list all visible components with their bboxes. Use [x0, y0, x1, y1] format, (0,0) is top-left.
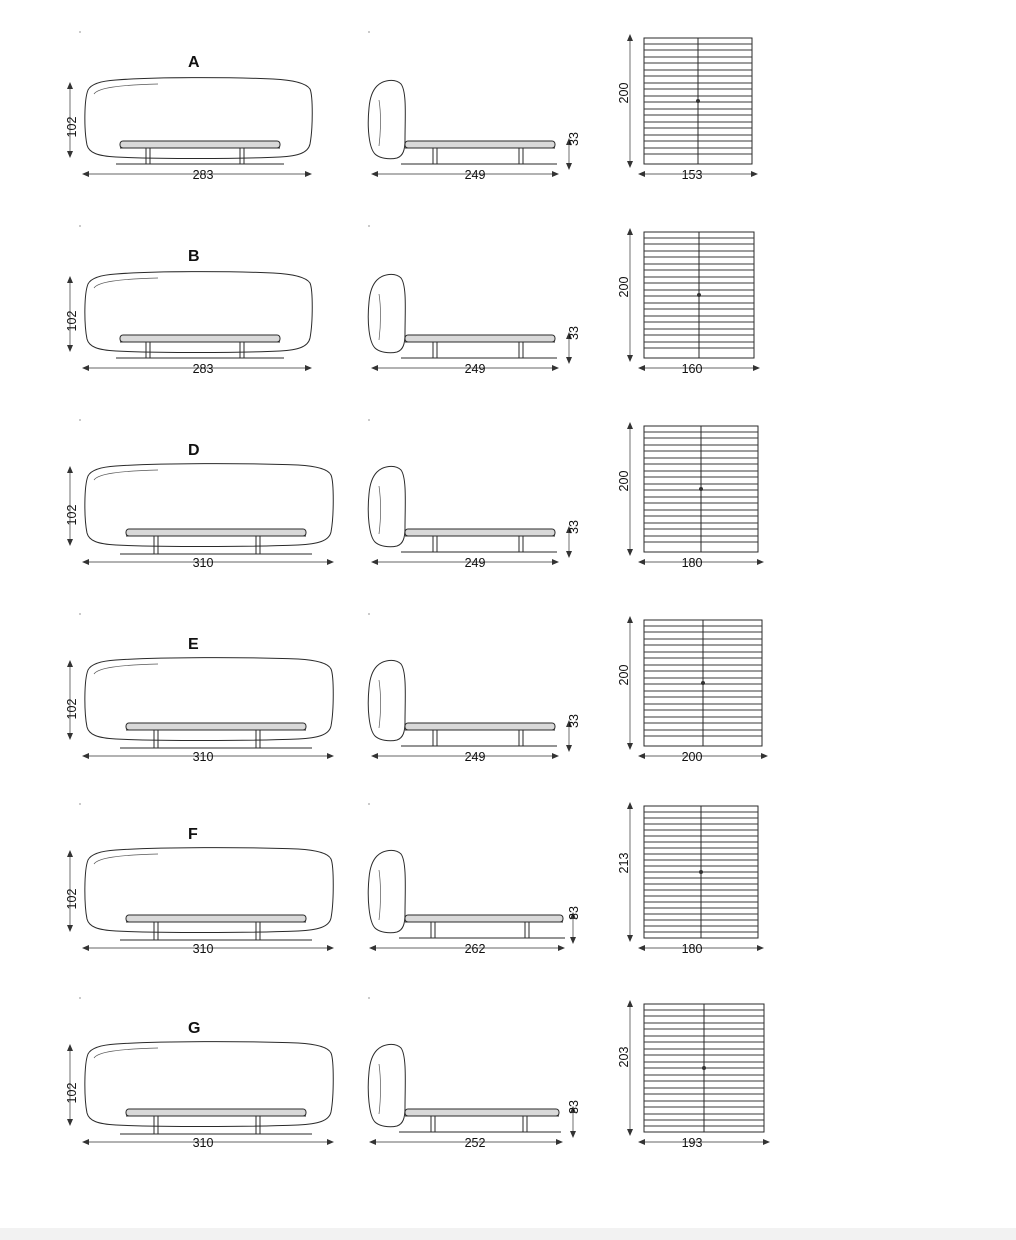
front-width-label: 283: [192, 168, 214, 182]
top-width-label: 180: [681, 942, 703, 956]
top-view: [612, 784, 792, 980]
side-view: [355, 590, 595, 786]
model-row: [0, 590, 1016, 786]
side-length-label: 249: [464, 168, 486, 182]
top-length-label: 213: [617, 852, 631, 874]
front-view: [58, 590, 348, 786]
top-width-label: 153: [681, 168, 703, 182]
top-length-label: 200: [617, 276, 631, 298]
top-view: [612, 396, 792, 592]
side-view: [355, 396, 595, 592]
side-view: [355, 784, 595, 980]
top-length-label: 200: [617, 82, 631, 104]
front-height-label: 102: [65, 116, 79, 138]
front-height-label: 102: [65, 1082, 79, 1104]
model-label: A: [188, 54, 201, 71]
model-label: E: [188, 636, 200, 653]
side-height-label: 33: [567, 132, 581, 146]
model-label: B: [188, 248, 201, 265]
front-width-label: 283: [192, 362, 214, 376]
model-row: [0, 8, 1016, 204]
top-length-label: 200: [617, 470, 631, 492]
bottom-margin: [0, 1228, 1016, 1240]
front-view: [58, 8, 348, 204]
front-view: [58, 978, 348, 1174]
top-view: [612, 978, 792, 1174]
top-width-label: 160: [681, 362, 703, 376]
side-view: [355, 202, 595, 398]
model-label: G: [188, 1020, 201, 1037]
model-label: F: [188, 826, 199, 843]
top-width-label: 180: [681, 556, 703, 570]
side-height-label: 33: [567, 1100, 581, 1114]
model-row: [0, 202, 1016, 398]
side-length-label: 249: [464, 750, 486, 764]
model-row: [0, 396, 1016, 592]
side-height-label: 33: [567, 714, 581, 728]
front-height-label: 102: [65, 310, 79, 332]
front-view: [58, 784, 348, 980]
front-width-label: 310: [192, 1136, 214, 1150]
model-label: D: [188, 442, 201, 459]
front-height-label: 102: [65, 504, 79, 526]
top-length-label: 203: [617, 1046, 631, 1068]
front-width-label: 310: [192, 750, 214, 764]
front-width-label: 310: [192, 556, 214, 570]
side-height-label: 33: [567, 906, 581, 920]
side-height-label: 33: [567, 326, 581, 340]
side-view: [355, 8, 595, 204]
side-length-label: 252: [464, 1136, 486, 1150]
front-height-label: 102: [65, 888, 79, 910]
side-view: [355, 978, 595, 1174]
top-length-label: 200: [617, 664, 631, 686]
top-view: [612, 8, 792, 204]
front-view: [58, 202, 348, 398]
side-length-label: 249: [464, 556, 486, 570]
side-length-label: 249: [464, 362, 486, 376]
model-row: [0, 784, 1016, 980]
front-view: [58, 396, 348, 592]
top-width-label: 193: [681, 1136, 703, 1150]
top-view: [612, 202, 792, 398]
front-width-label: 310: [192, 942, 214, 956]
top-width-label: 200: [681, 750, 703, 764]
front-height-label: 102: [65, 698, 79, 720]
side-height-label: 33: [567, 520, 581, 534]
model-row: [0, 978, 1016, 1174]
side-length-label: 262: [464, 942, 486, 956]
top-view: [612, 590, 792, 786]
